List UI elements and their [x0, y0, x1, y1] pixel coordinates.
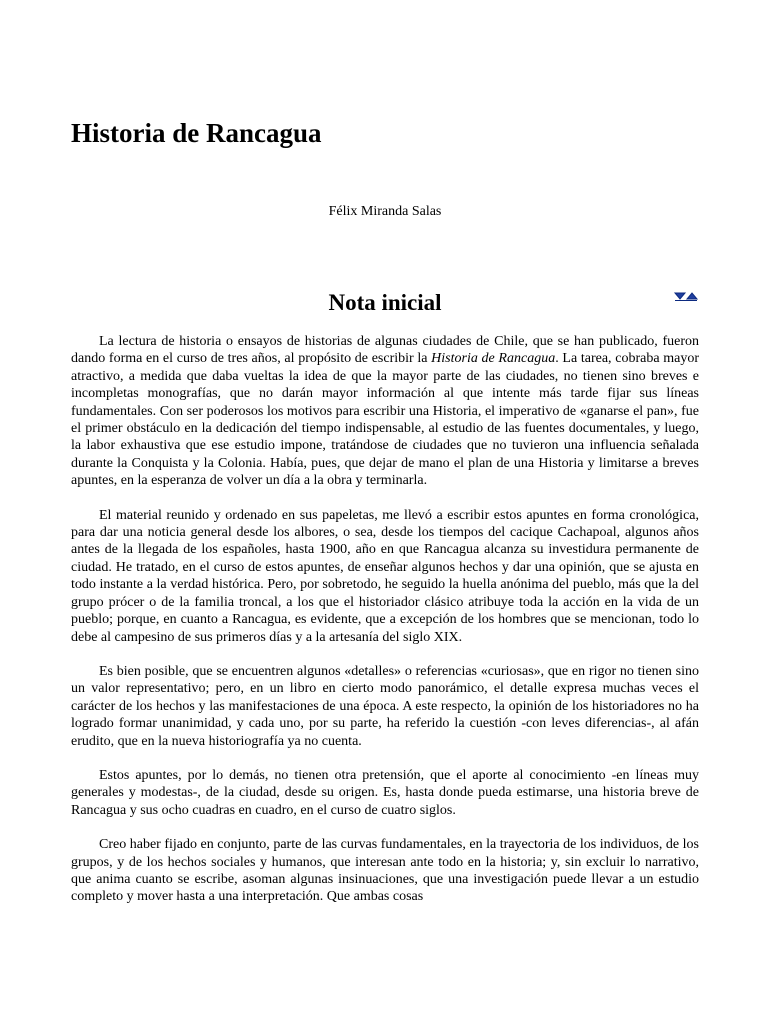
paragraph-3: Es bien posible, que se encuentren algunos «detalles» o referencias «curiosas», que en rigor no tienen sino un valor representativo; pero, en un libro en cierto modo panorámico, el detalle expresa muchas veces el carácter de los hechos y las manifestaciones de una época. A este respecto, la opinión de los historiadores no ha logrado formar unanimidad, y cada uno, por su parte, ha referido la cuestión -con leves diferencias-, al afán erudito, que en la nueva historiografía ya no cuenta. — [71, 663, 699, 749]
paragraph-1-text: La lectura de historia o ensayos de historias de algunas ciudades de Chile, que se han publicado, fueron dando forma en el curso de tres años, al propósito de escribir la — [71, 334, 699, 367]
paragraph-2: El material reunido y ordenado en sus papeletas, me llevó a escribir estos apuntes en forma cronológica, para dar una noticia general desde los albores, o sea, desde los tiempos del cacique Cachapoal, algunos años antes de la llegada de los españoles, hasta 1900, año en que Rancagua alcanza su investidura permanente de ciudad. He tratado, en el curso de estos apuntes, de enseñar algunos hechos y dar una opinión, que se ajusta en todo instante a la verdad histórica. Pero, por sobretodo, he seguido la huella anónima del pueblo, más que la del grupo prócer o de la familia troncal, a los que el historiador clásico atribuye toda la acción en la vida de un pueblo; porque, en cuanto a Rancagua, es evidente, que a excepción de los hombres que se mencionan, todo lo debe al campesino de sus primeros días y a la artesanía del siglo XIX. — [71, 507, 699, 645]
document-title: Historia de Rancagua — [71, 118, 322, 148]
paragraph-1-text-continued: . La tarea, cobraba mayor atractivo, a medida que daba vueltas la idea de que la mayor parte de las ciudades, no tienen sino breves e incompletas monografías, que no darán mayor información al que intente más tarde fijar sus líneas fundamentales. Con ser poderosos los motivos para escribir una Historia, el imperativo de «ganarse el pan», fue el primer obstáculo en la dedicación del tiempo indispensable, al estudio de las fuentes documentales, y luego, la labor exhaustiva que ese estudio impone, tratándose de ciudades que no tuvieron una influencia señalada durante la Conquista y la Colonia. Había, pues, que dejar de mano el plan de una Historia y limitarse a breves apuntes, en la esperanza de volver un día a la obra y terminarla. — [71, 351, 699, 489]
paragraph-1 — [71, 333, 699, 490]
up-down-arrows-icon[interactable] — [673, 289, 699, 301]
book-title-italic: Historia de Rancagua — [431, 351, 556, 367]
paragraph-5: Creo haber fijado en conjunto, parte de las curvas fundamentales, en la trayectoria de los individuos, de los grupos, y de los hechos sociales y humanos, que interesan ante todo en la historia; y, sin excluir lo narrativo, que anima cuanto se escribe, asoman algunas insinuaciones, que una investigación puede llevar a un estudio completo y mover hasta a una interpretación. Que ambas cosas — [71, 837, 699, 905]
paragraph-4: Estos apuntes, por lo demás, no tienen otra pretensión, que el aporte al conocimiento -en líneas muy generales y modestas-, de la ciudad, desde su origen. Es, hasta donde pueda estimarse, una historia breve de Rancagua y sus ocho cuadras en cuadro, en el curso de cuatro siglos. — [71, 767, 699, 818]
author-name: Félix Miranda Salas — [328, 204, 442, 219]
section-title: Nota inicial — [328, 290, 442, 315]
body-text — [71, 333, 699, 923]
